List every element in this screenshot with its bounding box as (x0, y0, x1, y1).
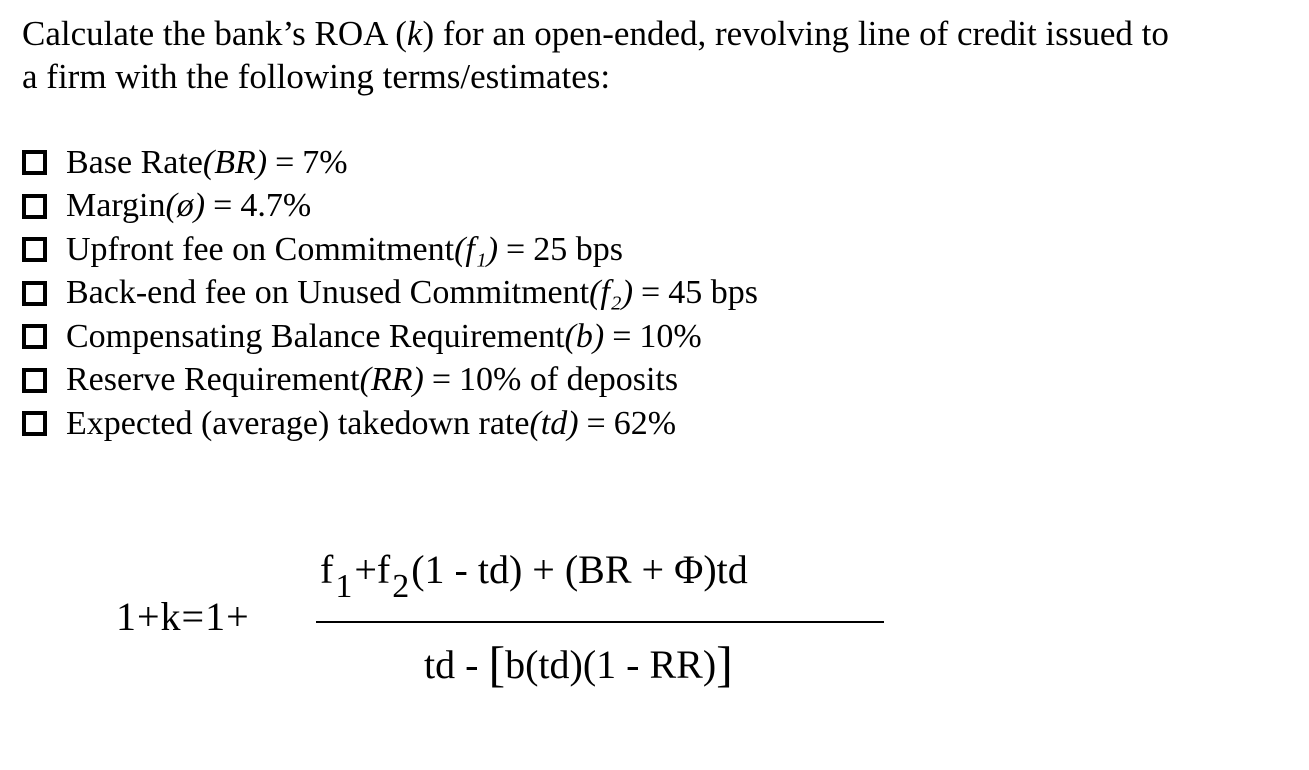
term-value: 25 bps (533, 230, 623, 268)
checkbox-bullet-icon (22, 150, 47, 175)
term-label: Back-end fee on Unused Commitment (66, 274, 590, 312)
term-value: 7% (302, 143, 348, 181)
term-symbol: (BR) (202, 143, 268, 181)
term-upfront-fee (22, 228, 758, 272)
term-label: Compensating Balance Requirement (66, 317, 565, 355)
roa-formula (110, 540, 910, 700)
denominator-start: td - (424, 642, 489, 687)
checkbox-bullet-icon (22, 411, 47, 436)
equals-sign: = (213, 187, 233, 225)
term-takedown-rate (22, 402, 758, 446)
equals-sign: = (586, 404, 606, 442)
problem-statement (22, 12, 1292, 98)
roa-variable: k (406, 14, 423, 53)
numerator-plus-f: +f (354, 547, 391, 592)
equals-sign: = (612, 317, 632, 355)
problem-line-2: a firm with the following terms/estimates: (22, 57, 611, 96)
term-label: Reserve Requirement (66, 361, 360, 399)
denominator-inner: b(td)(1 - RR) (505, 642, 717, 687)
term-base-rate (22, 141, 758, 185)
numerator-subscript-1: 1 (335, 568, 353, 605)
term-compensating-balance (22, 315, 758, 359)
checkbox-bullet-icon (22, 194, 47, 219)
term-value: 4.7% (240, 187, 312, 225)
term-symbol: (b) (564, 317, 605, 355)
numerator-subscript-2: 2 (392, 568, 410, 605)
equals-sign: = (275, 143, 295, 181)
term-value: 45 bps (668, 274, 758, 312)
term-label: Upfront fee on Commitment (66, 230, 455, 268)
checkbox-bullet-icon (22, 281, 47, 306)
equals-sign: = (641, 274, 661, 312)
term-value: 10% of deposits (459, 361, 679, 399)
problem-text: ) for an open-ended, revolving line of credit issued to (422, 14, 1169, 53)
numerator-f: f (320, 547, 334, 592)
numerator-rest: (1 - td) + (BR + Φ)td (411, 547, 748, 592)
term-symbol: (RR) (359, 361, 424, 399)
term-margin (22, 185, 758, 229)
term-reserve-requirement (22, 359, 758, 403)
term-value: 10% (639, 317, 702, 355)
term-label: Margin (66, 187, 166, 225)
bracket-open: [ (488, 636, 506, 692)
term-symbol: (f₂) (589, 274, 634, 312)
problem-line-1 (22, 12, 1292, 55)
term-label: Base Rate (66, 143, 203, 181)
term-back-end-fee (22, 272, 758, 316)
term-symbol: (f₁) (454, 230, 499, 268)
formula-lhs: 1+k=1+ (116, 594, 250, 639)
problem-text: Calculate the bank’s ROA ( (22, 14, 407, 53)
fraction-bar (316, 621, 884, 623)
checkbox-bullet-icon (22, 237, 47, 262)
term-symbol: (td) (529, 404, 579, 442)
formula-denominator (424, 632, 733, 690)
term-symbol: (ø) (165, 187, 206, 225)
term-value: 62% (613, 404, 677, 442)
checkbox-bullet-icon (22, 324, 47, 349)
terms-list (22, 141, 758, 446)
checkbox-bullet-icon (22, 368, 47, 393)
equals-sign: = (431, 361, 451, 399)
term-label: Expected (average) takedown rate (66, 404, 530, 442)
formula-numerator (320, 546, 748, 606)
equals-sign: = (506, 230, 526, 268)
bracket-close: ] (716, 636, 733, 692)
